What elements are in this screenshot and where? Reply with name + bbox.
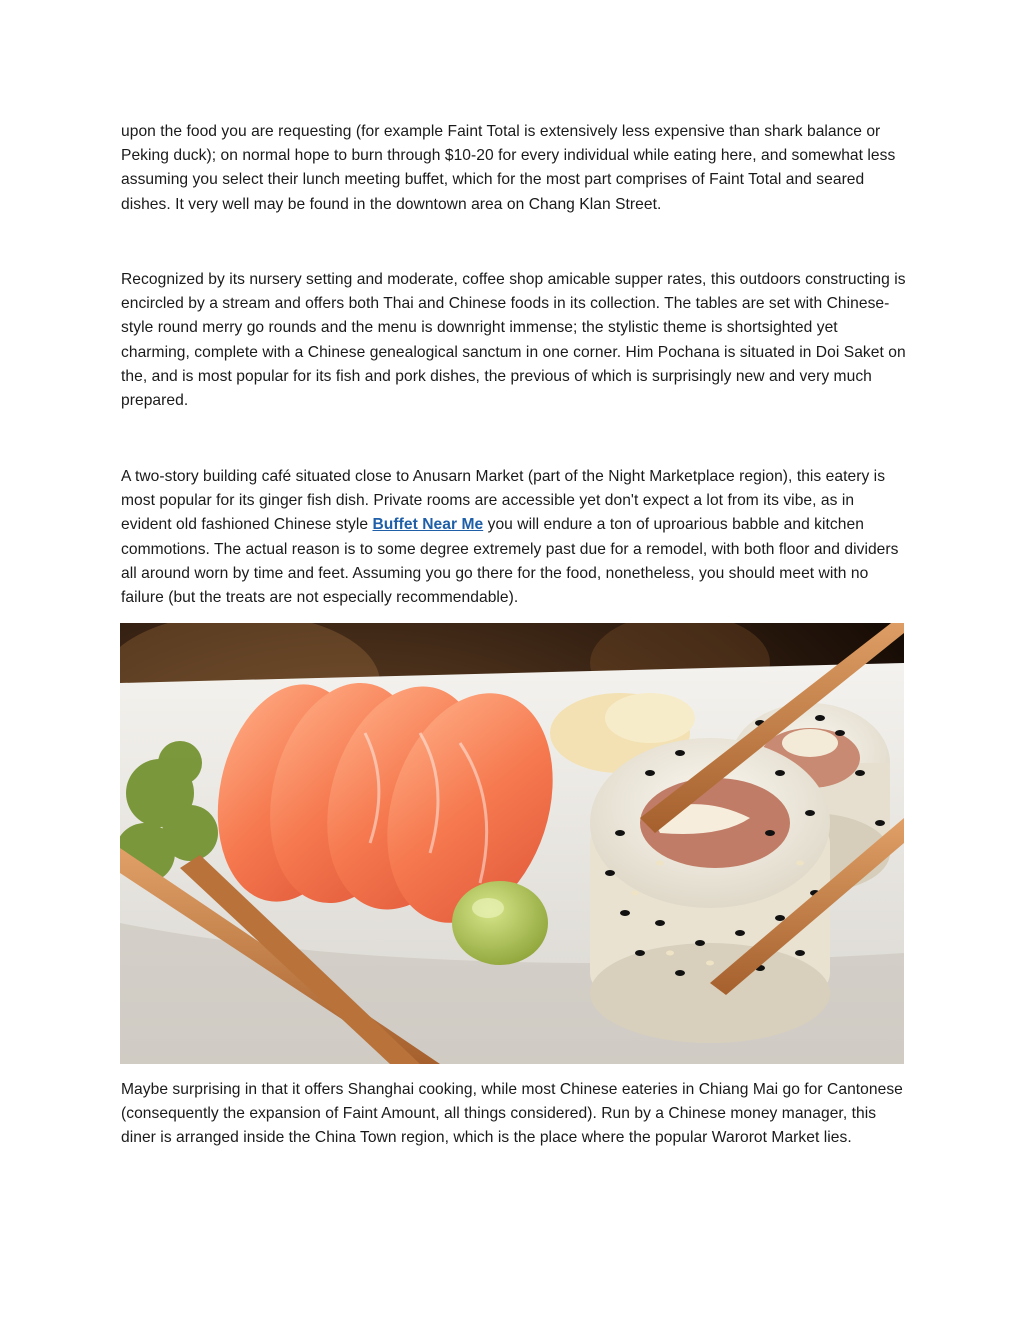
paragraph-1: upon the food you are requesting (for example Faint Total is extensively less expensive than shark balance or Peking duck); on normal hope to burn through $10-20 for every individual while eating here, and somewhat less assuming you select their lunch meeting buffet, which for the most part comprises of Faint Total and seared dishes. It very well may be found in the downtown area on Chang Klan Street. bbox=[121, 123, 896, 213]
sushi-illustration bbox=[120, 623, 904, 1064]
paragraph-2: Recognized by its nursery setting and moderate, coffee shop amicable supper rates, this outdoors constructing is encircled by a stream and offers both Thai and Chinese foods in its collection. The tables are set with Chinese-style round merry go rounds and the menu is downright immense; the stylistic theme is shortsighted yet charming, complete with a Chinese genealogical sanctum in one corner. Him Pochana is situated in Doi Saket on the, and is most popular for its fish and pork dishes, the previous of which is surprisingly new and very much prepared. bbox=[121, 271, 906, 410]
paragraph-3 bbox=[121, 465, 907, 610]
paragraph-3-text-end: you will endure a ton of uproarious babble and kitchen commotions. The actual reason is to some degree extremely past due for a remodel, with both floor and dividers all around worn by time and feet. Assuming you go there for the food, nonetheless, you should meet with no failure (but the treats are not especially recommendable). bbox=[121, 516, 899, 607]
sushi-photo bbox=[120, 623, 904, 1064]
buffet-near-me-link[interactable]: Buffet Near Me bbox=[372, 516, 484, 534]
paragraph-3-text-start: A two-story building café situated close to Anusarn Market (part of the Night Marketplace region), this eatery is most popular for its ginger fish dish. Private rooms are accessible yet don't expect a lot from its vibe, as in evident old fashioned Chinese style bbox=[121, 468, 886, 534]
paragraph-4: Maybe surprising in that it offers Shanghai cooking, while most Chinese eateries in Chiang Mai go for Cantonese (consequently the expansion of Faint Amount, all things considered). Run by a Chinese money manager, this diner is arranged inside the China Town region, which is the place where the popular Warorot Market lies. bbox=[121, 1081, 903, 1147]
